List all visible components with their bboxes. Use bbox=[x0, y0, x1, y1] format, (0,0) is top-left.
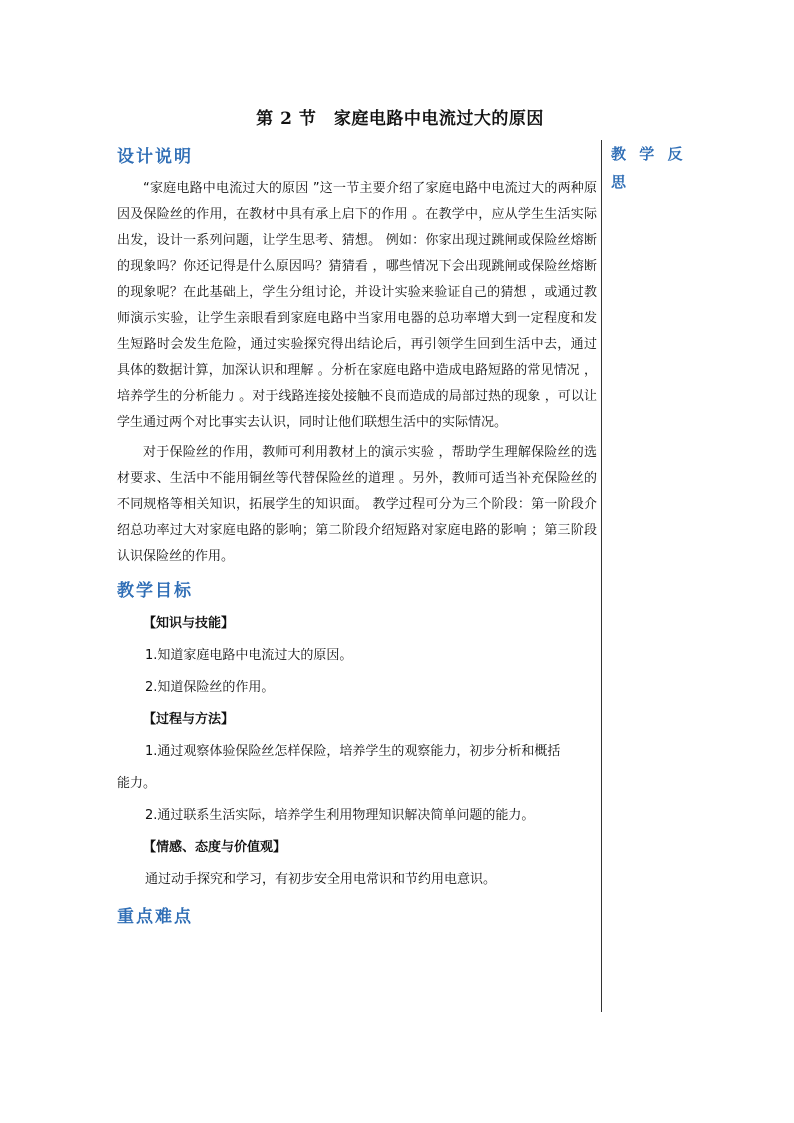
emotion-text: 通过动手探究和学习，有初步安全用电常识和节约用电意识。 bbox=[145, 872, 497, 887]
reflection-heading: 教 学 反 思 bbox=[611, 145, 687, 191]
knowledge-skill-title: 【知识与技能】 bbox=[143, 616, 235, 631]
knowledge-item-1: 1.知道家庭电路中电流过大的原因。 bbox=[145, 648, 353, 663]
objectives-heading: 教学目标 bbox=[117, 581, 193, 601]
knowledge-item-2: 2.知道保险丝的作用。 bbox=[145, 680, 275, 695]
reflection-column bbox=[611, 140, 691, 196]
process-item-1-line-2: 能力。 bbox=[117, 776, 157, 791]
design-paragraph-1: “家庭电路中电流过大的原因 ”这一节主要介绍了家庭电路中电流过大的两种原因及保险丝的作用，在教材中具有承上启下的作用 。在教学中，应从学生生活实际出发，设计一系列问题，让学生思考、猜想。 例如：你家出现过跳闸或保险丝熔断的现象吗？你还记得是什么原因吗？猜猜看 ，哪些情况下会出现跳闸或保险丝熔断的现象呢？在此基础上，学生分组讨论，并设计实验来验证自己的猜想 ，或通过教师演示实验，让学生亲眼看到家庭电路中当家用电器的总功率增大到一定程度和发生短路时会发生危险，通过实验探究得出结论后，再引领学生回到生活中去，通过具体的数据计算，加深认识和理解 。分析在家庭电路中造成电路短路的常见情况 ，培养学生的分析能力 。对于线路连接处接触不良而造成的局部过热的现象 ，可以让学生通过两个对比事实去认识，同时让他们联想生活中的实际情况。 bbox=[117, 181, 597, 430]
design-heading: 设计说明 bbox=[117, 147, 193, 167]
process-item-2: 2.通过联系生活实际，培养学生利用物理知识解决简单问题的能力。 bbox=[145, 808, 535, 823]
design-paragraph-2: 对于保险丝的作用，教师可利用教材上的演示实验 ，帮助学生理解保险丝的选材要求、生活中不能用铜丝等代替保险丝的道理 。另外，教师可适当补充保险丝的不同规格等相关知识，拓展学生的知识面。 教学过程可分为三个阶段：第一阶段介绍总功率过大对家庭电路的影响；第二阶段介绍短路对家庭电路的影响 ；第三阶段认识保险丝的作用。 bbox=[117, 445, 597, 564]
process-method-title: 【过程与方法】 bbox=[143, 712, 235, 727]
process-item-1-line-1: 1.通过观察体验保险丝怎样保险，培养学生的观察能力，初步分析和概括 bbox=[145, 744, 561, 759]
main-content bbox=[117, 140, 597, 934]
emotion-attitude-title: 【情感、态度与价值观】 bbox=[143, 840, 287, 855]
key-points-heading: 重点难点 bbox=[117, 907, 193, 927]
column-divider bbox=[601, 140, 602, 1012]
page-title: 第 2 节 家庭电路中电流过大的原因 bbox=[256, 109, 544, 129]
